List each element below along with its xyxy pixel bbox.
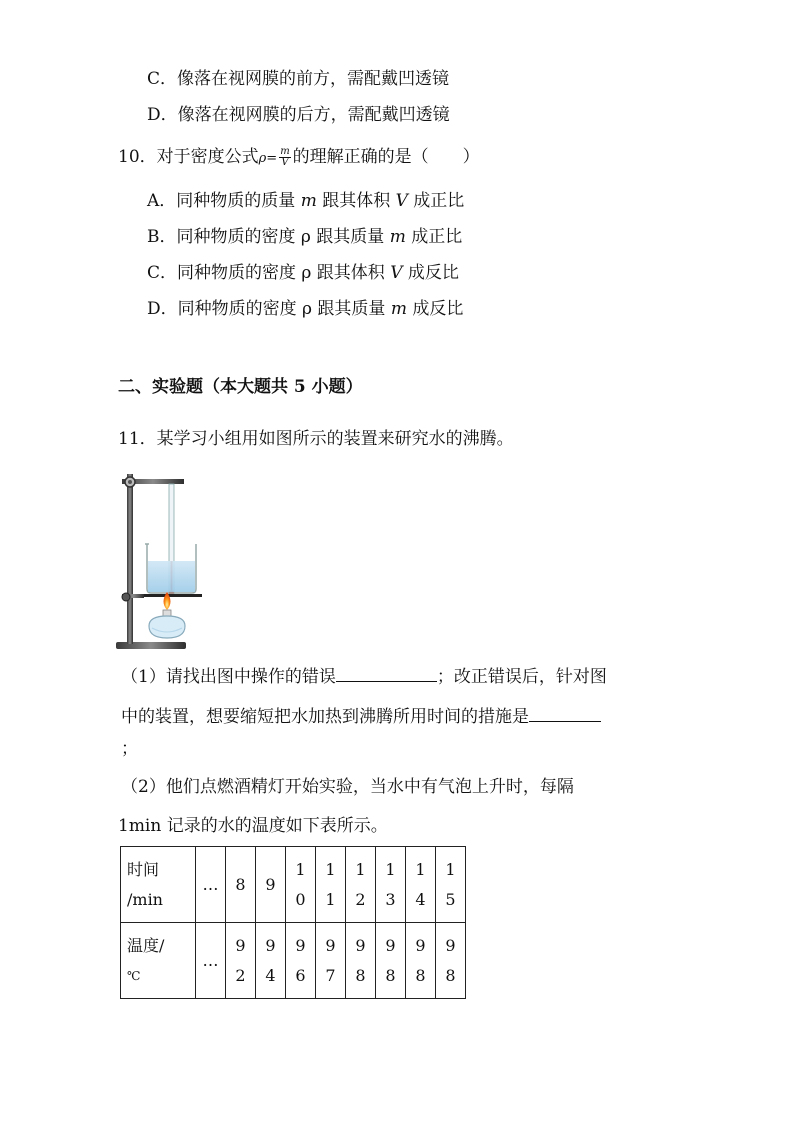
time-cell: 1 0	[286, 847, 316, 923]
formula-denominator: V	[281, 157, 289, 168]
q10-stem-suffix: 的理解正确的是（ ）	[292, 147, 480, 167]
density-formula-fraction	[279, 147, 290, 168]
q10-option-a	[147, 190, 464, 212]
temperature-cell: 9 6	[286, 923, 316, 999]
ring-clamp-knob	[122, 593, 130, 601]
q10-option-b	[147, 226, 462, 248]
alcohol-lamp	[149, 616, 185, 638]
option-b-post: 成正比	[405, 227, 463, 247]
q9-option-c: C．像落在视网膜的前方，需配戴凹透镜	[147, 69, 450, 89]
part1-text-b: ；改正错误后，针对图	[436, 667, 607, 687]
temperature-cell: 9 8	[406, 923, 436, 999]
time-cell: 1 5	[436, 847, 466, 923]
q10-option-d	[147, 298, 463, 320]
time-cell: 1 2	[346, 847, 376, 923]
option-c-post: 成反比	[402, 263, 459, 283]
stand-rod	[127, 474, 133, 644]
q11-part1-line1	[121, 665, 607, 688]
option-a-var-m: m	[300, 191, 317, 211]
option-c-pre: C．同种物质的密度 ρ 跟其体积	[147, 263, 391, 283]
wire-gauze	[142, 594, 202, 597]
temperature-cell: 9 8	[376, 923, 406, 999]
q10-option-c	[147, 262, 459, 284]
temperature-cell: 9 4	[256, 923, 286, 999]
temperature-table	[120, 846, 466, 999]
formula-rho: ρ=	[258, 151, 278, 166]
q11-part1-line2	[121, 705, 601, 728]
time-cell: 8	[226, 847, 256, 923]
q11-part2-line2: 1min 记录的水的温度如下表所示。	[118, 816, 388, 836]
answer-blank-error[interactable]	[336, 665, 437, 682]
option-d-post: 成反比	[406, 299, 464, 319]
time-cell: 1 3	[376, 847, 406, 923]
temperature-cell: 9 2	[226, 923, 256, 999]
part1-text-c: 中的装置，想要缩短把水加热到沸腾所用时间的措施是	[121, 707, 529, 727]
option-b-var: m	[389, 227, 406, 247]
time-ellipsis: …	[196, 847, 226, 923]
q11-stem: 11．某学习小组用如图所示的装置来研究水的沸腾。	[118, 429, 514, 449]
q10-stem-prefix: 10．对于密度公式	[118, 147, 259, 167]
temperature-cell: 9 8	[346, 923, 376, 999]
option-d-var: m	[390, 299, 407, 319]
temperature-cell: 9 8	[436, 923, 466, 999]
q11-part1-line3: ；	[121, 739, 138, 759]
boiling-apparatus-figure	[114, 466, 219, 656]
temperature-ellipsis: …	[196, 923, 226, 999]
time-cell: 9	[256, 847, 286, 923]
time-cell: 1 4	[406, 847, 436, 923]
answer-blank-measure[interactable]	[529, 705, 601, 722]
table-row-temperature	[121, 923, 466, 999]
stand-base	[116, 642, 186, 649]
q11-part2-line1: （2）他们点燃酒精灯开始实验，当水中有气泡上升时，每隔	[121, 777, 574, 797]
table-row-time	[121, 847, 466, 923]
option-d-pre: D．同种物质的密度 ρ 跟其质量	[147, 299, 391, 319]
option-a-pre: A．同种物质的质量	[147, 191, 301, 211]
part1-text-a: （1）请找出图中操作的错误	[121, 667, 336, 687]
time-header: 时间 /min	[121, 847, 196, 923]
option-b-pre: B．同种物质的密度 ρ 跟其质量	[147, 227, 390, 247]
q10-stem	[118, 146, 480, 170]
beaker-water	[148, 561, 195, 592]
option-a-var-v: V	[395, 191, 408, 211]
temperature-header: 温度/ ℃	[121, 923, 196, 999]
option-a-mid: 跟其体积	[316, 191, 396, 211]
option-a-post: 成正比	[407, 191, 465, 211]
q9-option-d: D．像落在视网膜的后方，需配戴凹透镜	[147, 105, 450, 125]
time-cell: 1 1	[316, 847, 346, 923]
option-c-var: V	[390, 263, 403, 283]
temperature-cell: 9 7	[316, 923, 346, 999]
section-title-experiments: 二、实验题（本大题共 5 小题）	[118, 377, 363, 397]
formula-numerator: m	[280, 146, 290, 157]
